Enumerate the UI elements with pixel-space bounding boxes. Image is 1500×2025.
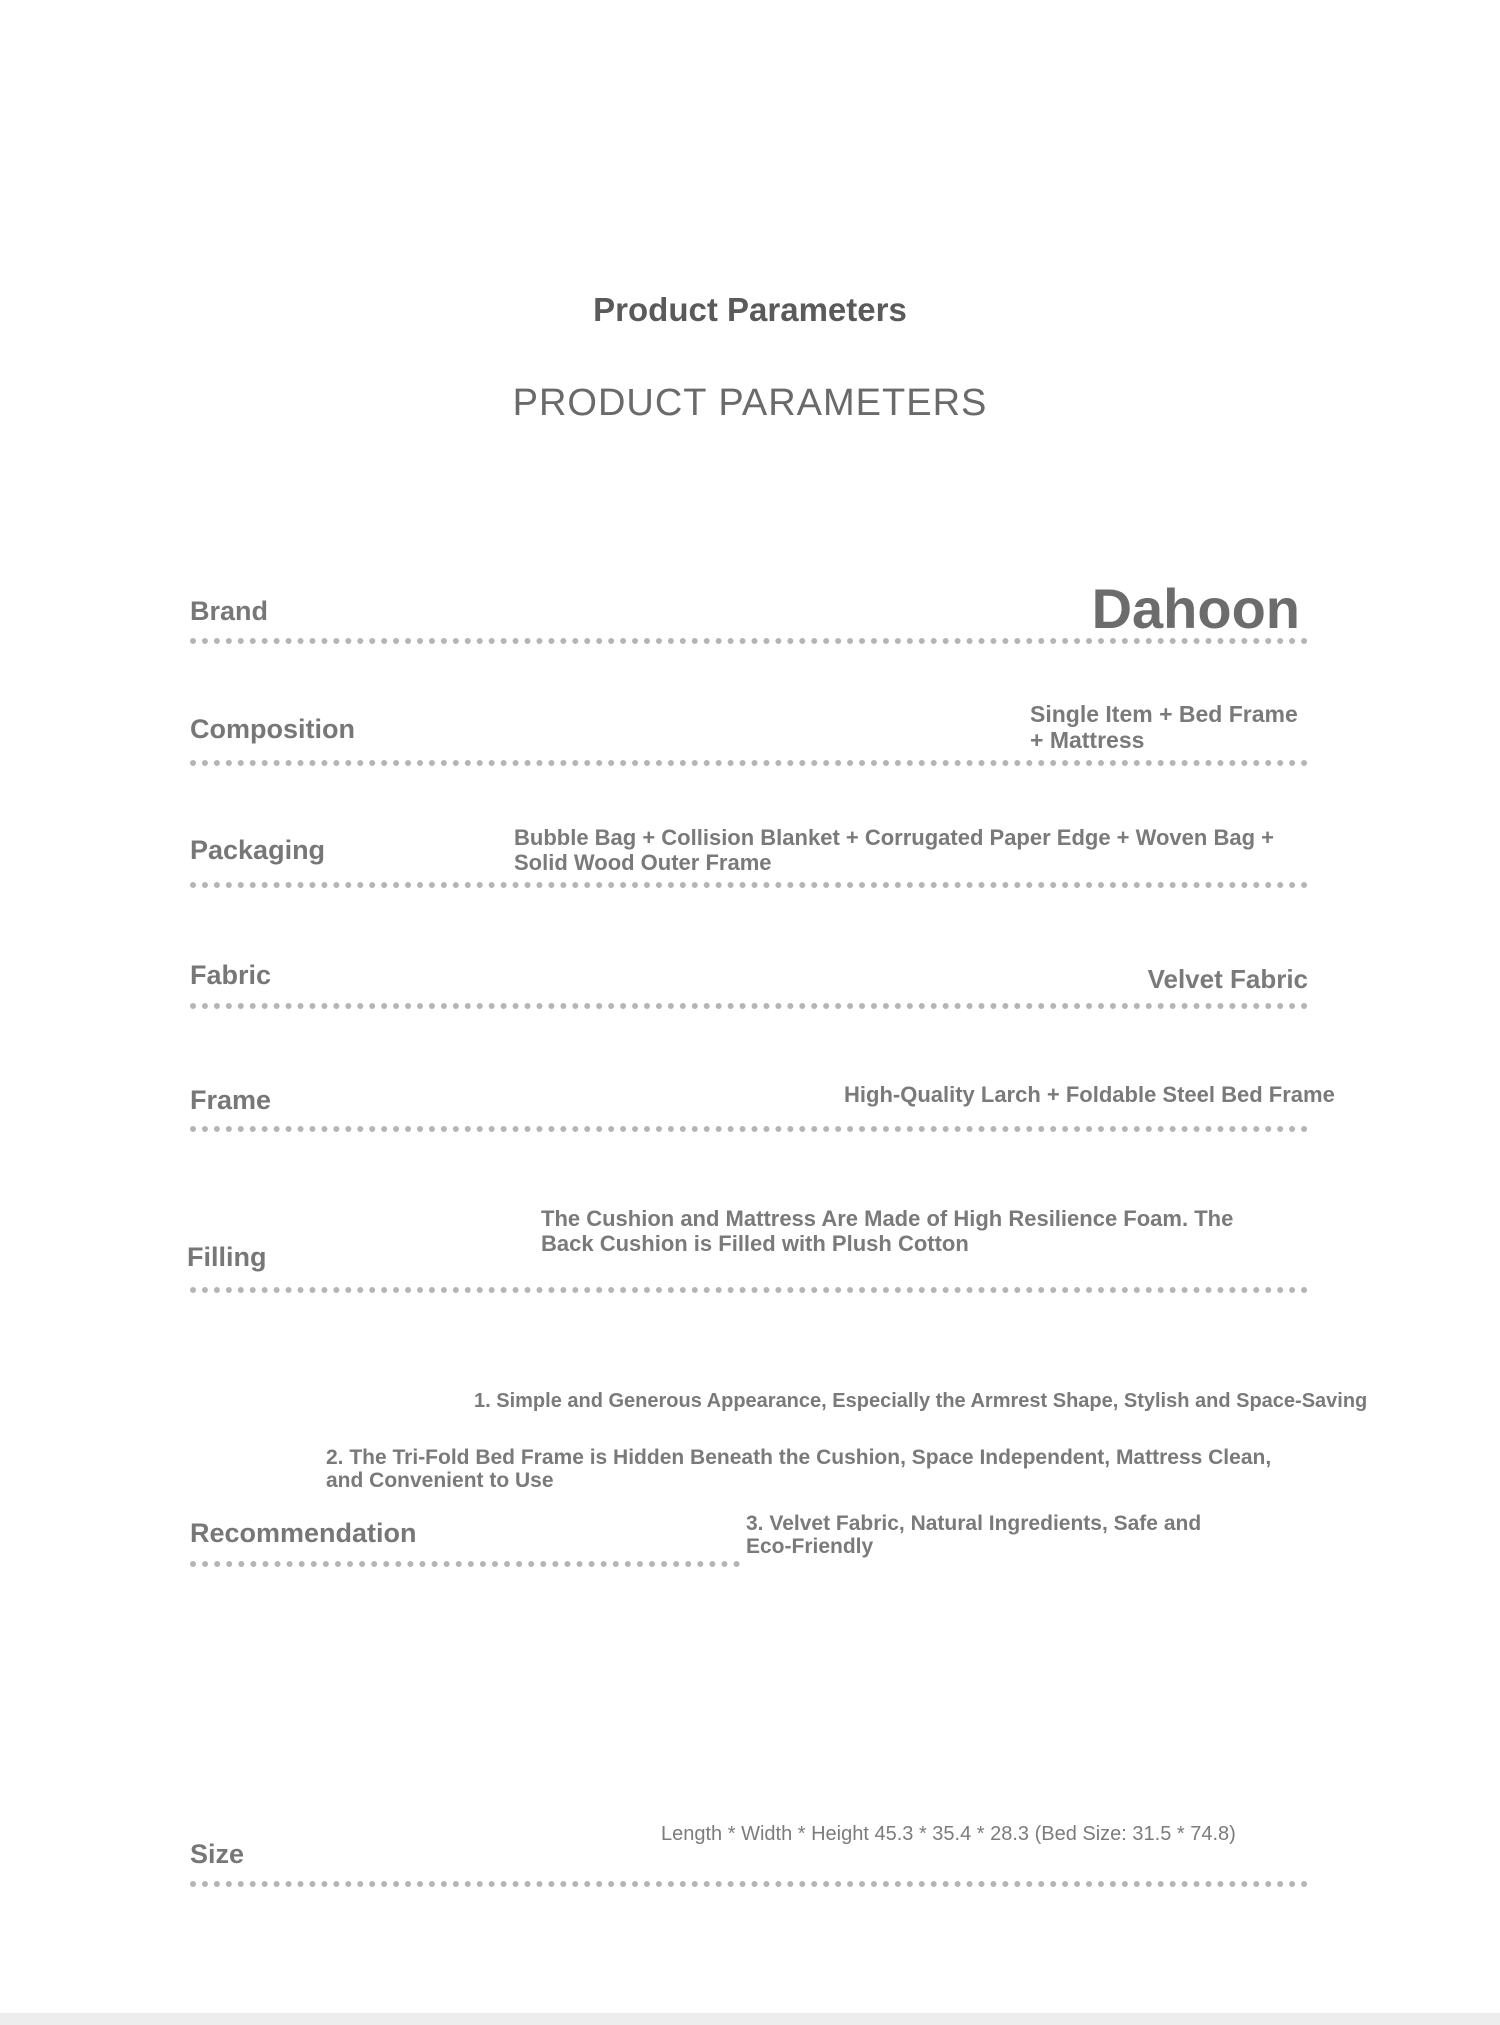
recommendation-point-1: 1. Simple and Generous Appearance, Especially the Armrest Shape, Stylish and Space-Saving [474, 1390, 1368, 1412]
packaging-label: Packaging [190, 835, 326, 865]
recommendation-point-2-line1: 2. The Tri-Fold Bed Frame is Hidden Beneath the Cushion, Space Independent, Mattress Clean, [326, 1446, 1272, 1469]
recommendation-point-3 [746, 1512, 1201, 1558]
frame-divider [190, 1126, 1308, 1132]
size-value: Length * Width * Height 45.3 * 35.4 * 28.3 (Bed Size: 31.5 * 74.8) [661, 1823, 1236, 1845]
filling-label: Filling [187, 1242, 267, 1272]
size-label: Size [190, 1839, 245, 1869]
brand-label: Brand [190, 596, 269, 626]
fabric-value: Velvet Fabric [1147, 964, 1308, 994]
size-divider [190, 1881, 1308, 1887]
composition-divider [190, 760, 1308, 766]
composition-label: Composition [190, 714, 355, 744]
recommendation-point-3-line2: Eco-Friendly [746, 1535, 874, 1559]
packaging-divider [190, 882, 1308, 888]
recommendation-point-2 [326, 1446, 1271, 1492]
packaging-value-line1: Bubble Bag + Collision Blanket + Corrugated Paper Edge + Woven Bag + [514, 825, 1274, 850]
packaging-value [514, 826, 1274, 875]
recommendation-label: Recommendation [190, 1518, 417, 1548]
fabric-divider [190, 1003, 1308, 1009]
frame-label: Frame [190, 1085, 272, 1115]
brand-divider [190, 638, 1308, 644]
recommendation-divider [190, 1561, 740, 1567]
packaging-value-line2: Solid Wood Outer Frame [514, 849, 772, 875]
composition-value-line2: + Mattress [1030, 726, 1145, 753]
recommendation-point-3-line1: 3. Velvet Fabric, Natural Ingredients, Safe and [746, 1512, 1202, 1535]
filling-divider [190, 1287, 1308, 1293]
composition-value [1030, 702, 1298, 754]
filling-value-line2: Back Cushion is Filled with Plush Cotton [541, 1230, 969, 1256]
filling-value-line1: The Cushion and Mattress Are Made of High Resilience Foam. The [541, 1206, 1234, 1231]
recommendation-point-2-line2: and Convenient to Use [326, 1469, 554, 1493]
brand-value: Dahoon [1091, 577, 1300, 640]
frame-value: High-Quality Larch + Foldable Steel Bed Frame [844, 1082, 1335, 1107]
page-subtitle: PRODUCT PARAMETERS [512, 382, 988, 424]
composition-value-line1: Single Item + Bed Frame [1030, 701, 1298, 727]
fabric-label: Fabric [190, 960, 272, 990]
page-title: Product Parameters [593, 291, 907, 328]
filling-value [541, 1207, 1233, 1256]
bottom-strip [0, 2013, 1500, 2025]
